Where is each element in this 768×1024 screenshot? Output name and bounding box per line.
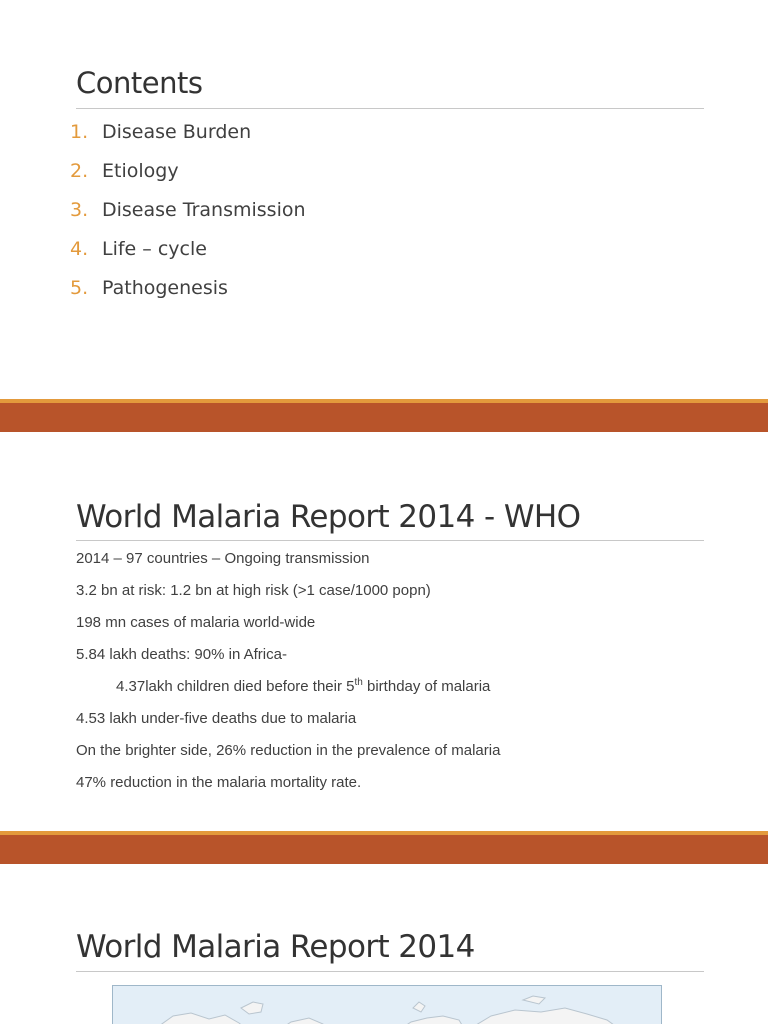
world-map-image <box>112 985 662 1024</box>
world-map-illustration <box>113 986 661 1024</box>
slide-divider-band <box>0 831 768 864</box>
report-fact-text: birthday of malaria <box>362 678 491 695</box>
report-fact: 47% reduction in the malaria mortality rate. <box>76 774 362 791</box>
report-fact: 198 mn cases of malaria world-wide <box>76 614 316 631</box>
divider-rust-stripe <box>0 403 768 432</box>
report-facts-list <box>76 547 500 803</box>
report-fact-indented <box>76 675 500 707</box>
slide-title-contents: Contents <box>76 66 203 100</box>
report-fact: On the brighter side, 26% reduction in the prevalence of malaria <box>76 742 501 759</box>
contents-list <box>70 118 306 313</box>
contents-item <box>70 118 306 157</box>
slide-title-malaria-report: World Malaria Report 2014 <box>76 929 475 965</box>
contents-item-number: 3. <box>70 199 89 221</box>
slide-contents <box>0 0 768 399</box>
contents-item-label: Etiology <box>102 160 179 182</box>
contents-item-label: Pathogenesis <box>102 277 228 299</box>
contents-item-number: 4. <box>70 238 89 260</box>
ordinal-suffix: th <box>354 677 363 688</box>
report-fact: 5.84 lakh deaths: 90% in Africa- <box>76 646 287 663</box>
contents-item <box>70 157 306 196</box>
report-fact: 2014 – 97 countries – Ongoing transmission <box>76 550 370 567</box>
contents-item-label: Disease Transmission <box>102 199 306 221</box>
title-rule <box>76 540 704 541</box>
slide-title-malaria-report-who: World Malaria Report 2014 - WHO <box>76 499 581 535</box>
slide-divider-band <box>0 399 768 432</box>
contents-item-number: 5. <box>70 277 89 299</box>
contents-item <box>70 196 306 235</box>
contents-item-number: 1. <box>70 121 89 143</box>
contents-item-label: Disease Burden <box>102 121 252 143</box>
contents-item <box>70 235 306 274</box>
divider-rust-stripe <box>0 835 768 864</box>
slide-malaria-report-map <box>0 864 768 1024</box>
report-fact: 4.53 lakh under-five deaths due to malaria <box>76 710 357 727</box>
report-fact: 3.2 bn at risk: 1.2 bn at high risk (>1 case/1000 popn) <box>76 582 431 599</box>
contents-item-number: 2. <box>70 160 89 182</box>
report-fact-text: 4.37lakh children died before their 5 <box>116 678 355 695</box>
contents-item-label: Life – cycle <box>102 238 207 260</box>
contents-item <box>70 274 306 313</box>
title-rule <box>76 108 704 109</box>
slide-malaria-report-who <box>0 432 768 831</box>
title-rule <box>76 971 704 972</box>
